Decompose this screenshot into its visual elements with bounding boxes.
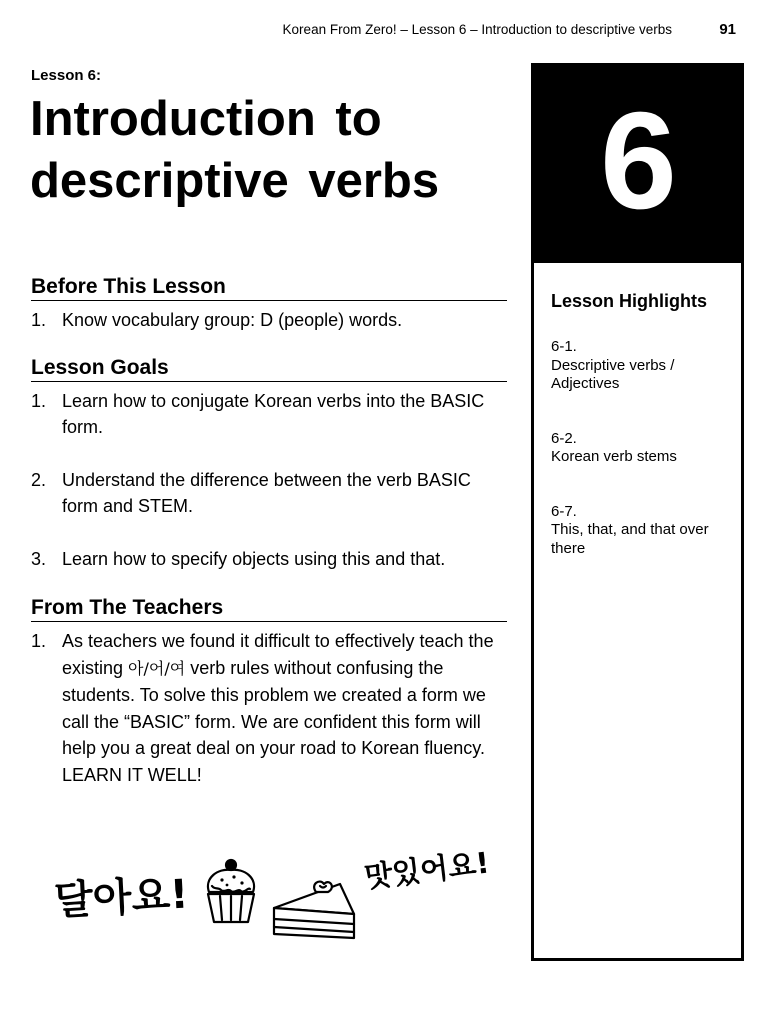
highlight-label: Korean verb stems — [551, 448, 677, 465]
section-heading: Lesson Goals — [31, 355, 507, 382]
highlights-heading: Lesson Highlights — [551, 291, 708, 311]
lesson-goals-section — [31, 355, 507, 572]
highlight-item — [551, 503, 741, 559]
list-item — [31, 628, 507, 789]
list-number: 1. — [31, 391, 47, 411]
page-number: 91 — [719, 21, 736, 38]
teachers-text-end: verb rules without confusing the students. To solve this problem we created a form we call the “BASIC” form. We are confident this form will help you a great deal on your road to Korean fluency. LEARN IT WELL! — [62, 657, 486, 785]
list-number: 3. — [31, 549, 47, 569]
doodle-illustration — [40, 838, 520, 958]
korean-endings: 아/어/여 — [128, 658, 186, 678]
section-heading: From The Teachers — [31, 595, 507, 622]
highlight-label: This, that, and that over there — [551, 521, 709, 557]
list-text: Learn how to conjugate Korean verbs into the BASIC form. — [62, 391, 485, 437]
handwritten-sweet: 달아요! — [53, 871, 190, 925]
highlight-code: 6-1. — [551, 338, 577, 355]
highlight-item — [551, 430, 741, 467]
list-text: Understand the difference between the verb BASIC form and STEM. — [62, 470, 471, 516]
from-the-teachers-section — [31, 595, 507, 789]
list-number: 2. — [31, 470, 47, 490]
list-item — [31, 467, 507, 519]
lesson-number-badge: 6 — [534, 66, 741, 263]
list-text: Know vocabulary group: D (people) words. — [62, 310, 403, 330]
lesson-label: Lesson 6: — [31, 67, 102, 84]
lesson-title: Introduction to descriptive verbs — [30, 92, 440, 208]
handwritten-delicious: 맛있어요! — [362, 845, 492, 895]
section-heading: Before This Lesson — [31, 274, 507, 301]
lesson-sidebar — [531, 63, 744, 961]
list-item — [31, 388, 507, 440]
cake-slice-icon — [270, 876, 358, 946]
highlight-code: 6-7. — [551, 502, 577, 520]
highlight-code: 6-2. — [551, 429, 577, 447]
list-item — [31, 307, 507, 333]
list-number: 1. — [31, 310, 47, 330]
cupcake-icon — [200, 856, 262, 928]
before-this-lesson-section — [31, 274, 507, 333]
highlight-label: Descriptive verbs / Adjectives — [551, 356, 675, 392]
highlight-item — [551, 338, 741, 394]
running-head: Korean From Zero! – Lesson 6 – Introduction to descriptive verbs — [282, 22, 672, 37]
list-item — [31, 546, 507, 572]
list-text: Learn how to specify objects using this and that. — [62, 549, 446, 569]
list-number: 1. — [31, 631, 47, 651]
teachers-text-start: As teachers we found it difficult to effectively teach the existing — [62, 631, 494, 678]
